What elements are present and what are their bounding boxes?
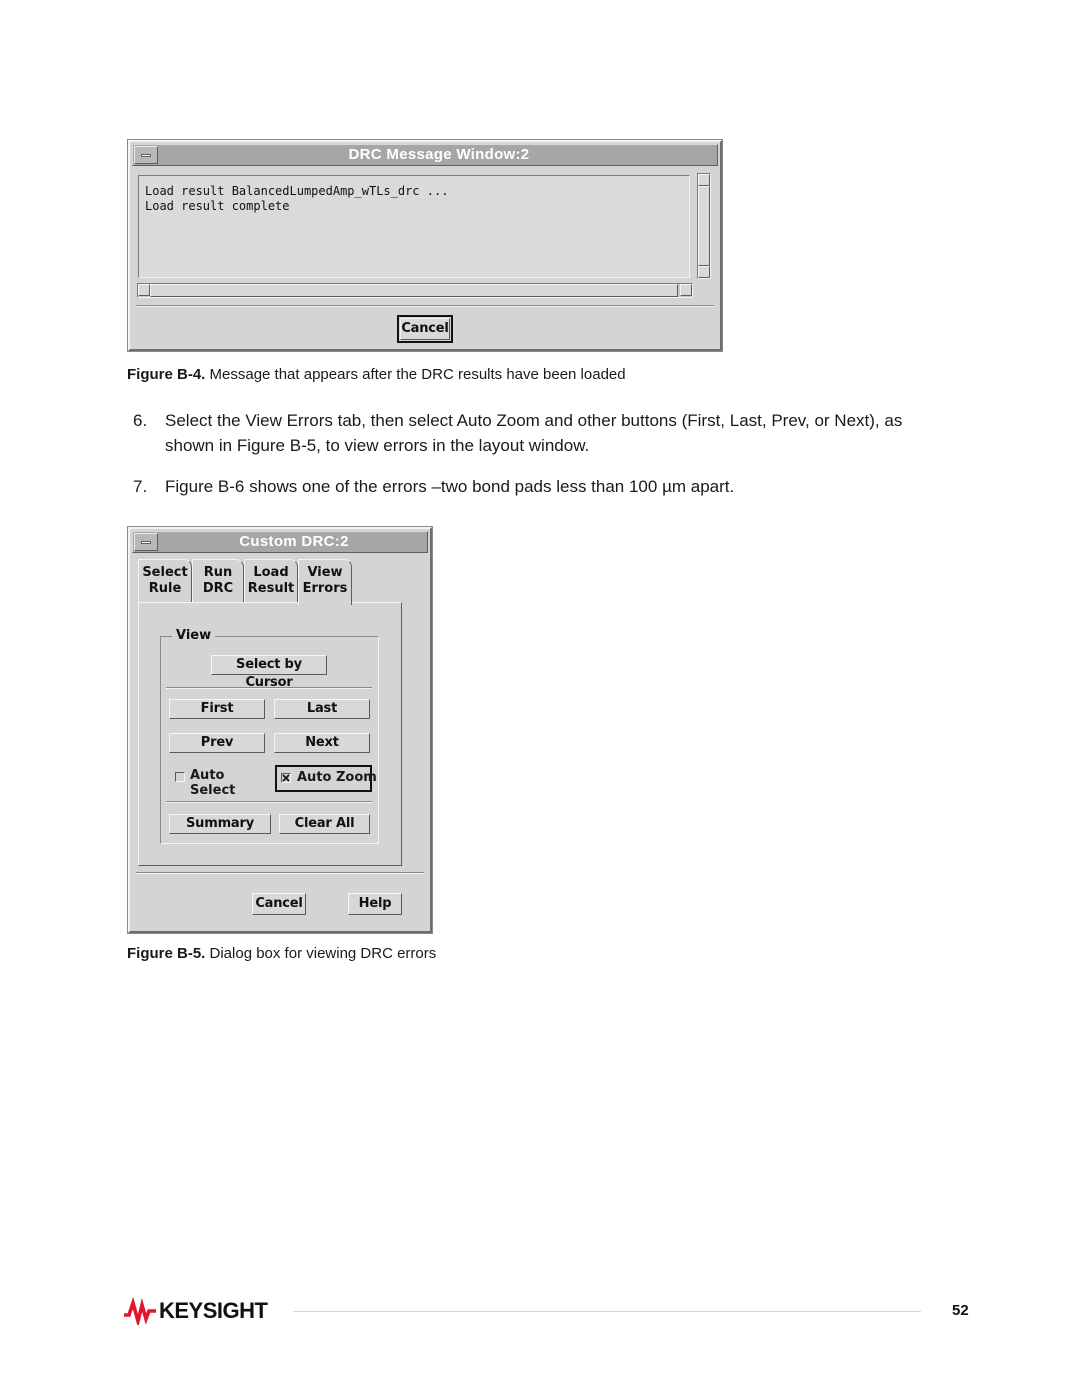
log-line: Load result BalancedLumpedAmp_wTLs_drc ... <box>145 184 449 198</box>
window-menu-icon[interactable] <box>134 146 158 164</box>
title-bar[interactable] <box>132 531 428 553</box>
separator <box>136 305 714 307</box>
tab-label: Result <box>247 581 295 596</box>
caption-label: Figure B-5. <box>127 945 206 962</box>
first-button[interactable]: First <box>169 699 265 719</box>
tab-label: Errors <box>302 581 348 596</box>
view-group-label: View <box>172 628 215 643</box>
select-by-cursor-button[interactable]: Select by Cursor <box>211 655 327 675</box>
window-title: DRC Message Window:2 <box>348 146 530 163</box>
auto-select-toggle[interactable] <box>169 766 269 798</box>
tab-select-rule[interactable] <box>138 559 192 603</box>
vertical-scrollbar[interactable] <box>697 173 711 279</box>
auto-zoom-toggle[interactable] <box>275 765 377 792</box>
caption-text: Dialog box for viewing DRC errors <box>209 945 437 962</box>
drc-message-window <box>128 140 722 351</box>
prev-button[interactable]: Prev <box>169 733 265 753</box>
separator <box>166 687 372 689</box>
next-button[interactable]: Next <box>274 733 370 753</box>
log-line: Load result complete <box>145 199 290 213</box>
cancel-button[interactable]: Cancel <box>400 318 450 340</box>
page-number: 52 <box>952 1302 969 1319</box>
summary-button[interactable]: Summary <box>169 814 271 834</box>
keysight-wave-icon <box>123 1297 157 1325</box>
step-text: Figure B-6 shows one of the errors –two bond pads less than 100 µm apart. <box>165 477 735 496</box>
tab-run-drc[interactable] <box>192 559 244 603</box>
window-title: Custom DRC:2 <box>239 533 349 550</box>
custom-drc-dialog <box>128 527 432 933</box>
step-number: 7. <box>133 477 148 496</box>
scroll-down-arrow-icon[interactable] <box>698 266 710 278</box>
figure-caption <box>127 366 626 383</box>
cancel-button[interactable]: Cancel <box>252 893 306 915</box>
tab-label: View <box>307 565 343 580</box>
footer-rule <box>293 1311 921 1312</box>
separator <box>136 872 424 874</box>
scroll-left-arrow-icon[interactable] <box>138 284 150 296</box>
scroll-thumb[interactable] <box>698 186 710 266</box>
tab-label: DRC <box>202 581 234 596</box>
step-text: Select the View Errors tab, then select Auto Zoom and other buttons (First, Last, Prev, or Next), as <box>165 411 903 430</box>
tab-view-errors[interactable] <box>298 559 352 605</box>
tab-label: Load <box>253 565 289 580</box>
tab-load-result[interactable] <box>244 559 298 603</box>
caption-label: Figure B-4. <box>127 366 206 383</box>
horizontal-scrollbar[interactable] <box>137 283 693 298</box>
auto-zoom-label: Auto Zoom <box>297 770 377 785</box>
checkbox-unchecked-icon[interactable] <box>175 772 185 782</box>
tab-panel <box>138 602 402 866</box>
caption-text: Message that appears after the DRC results have been loaded <box>209 366 626 383</box>
tab-label: Select <box>142 565 188 580</box>
figure-caption <box>127 945 436 962</box>
clear-all-button[interactable]: Clear All <box>279 814 370 834</box>
tab-label: Run <box>203 565 233 580</box>
tab-label: Rule <box>148 581 182 596</box>
scroll-thumb[interactable] <box>150 284 678 297</box>
step-number: 6. <box>133 411 148 430</box>
help-button[interactable]: Help <box>348 893 402 915</box>
scroll-up-arrow-icon[interactable] <box>698 174 710 186</box>
last-button[interactable]: Last <box>274 699 370 719</box>
step-text: shown in Figure B-5, to view errors in the layout window. <box>165 436 590 455</box>
scroll-right-arrow-icon[interactable] <box>680 284 692 296</box>
brand-name: KEYSIGHT <box>159 1298 268 1323</box>
message-text-area[interactable] <box>138 175 690 278</box>
auto-select-label: Auto Select <box>190 768 236 798</box>
title-bar[interactable] <box>132 144 718 166</box>
keysight-logo <box>123 1297 268 1325</box>
checkbox-checked-icon[interactable] <box>281 773 291 783</box>
window-menu-icon[interactable] <box>134 533 158 551</box>
separator <box>166 801 372 803</box>
